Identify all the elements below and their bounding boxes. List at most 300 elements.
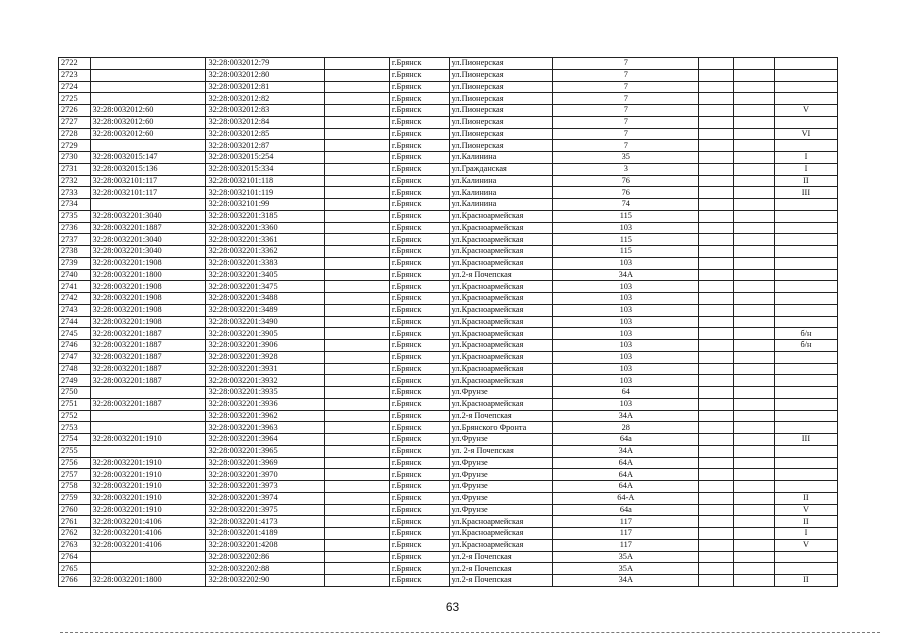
city-cell: г.Брянск bbox=[389, 152, 449, 164]
parent-cadastral-number-cell: 32:28:0032201:1910 bbox=[90, 469, 206, 481]
parent-cadastral-number-cell: 32:28:0032201:1887 bbox=[90, 363, 206, 375]
record-number-cell: 2728 bbox=[59, 128, 91, 140]
street-cell: ул. 2-я Почепская bbox=[449, 445, 553, 457]
cadastral-number-cell: 32:28:0032202:90 bbox=[206, 575, 324, 587]
blank-cell-cell bbox=[699, 116, 734, 128]
city-cell: г.Брянск bbox=[389, 504, 449, 516]
city-cell: г.Брянск bbox=[389, 516, 449, 528]
blank-cell-cell bbox=[699, 269, 734, 281]
city-cell: г.Брянск bbox=[389, 269, 449, 281]
blank-cell-cell bbox=[699, 469, 734, 481]
parent-cadastral-number-cell bbox=[90, 563, 206, 575]
record-number-cell: 2748 bbox=[59, 363, 91, 375]
street-cell: ул.Красноармейская bbox=[449, 222, 553, 234]
street-cell: ул.Красноармейская bbox=[449, 539, 553, 551]
record-number-cell: 2741 bbox=[59, 281, 91, 293]
street-cell: ул.Красноармейская bbox=[449, 246, 553, 258]
table-row bbox=[59, 246, 838, 258]
room-fraction-cell: III bbox=[774, 187, 837, 199]
blank-cell-cell bbox=[699, 175, 734, 187]
cadastral-number-cell: 32:28:0032201:3969 bbox=[206, 457, 324, 469]
house-number-cell: 103 bbox=[553, 340, 699, 352]
street-cell: ул.Гражданская bbox=[449, 163, 553, 175]
room-fraction-cell: V bbox=[774, 539, 837, 551]
blank-cell-cell bbox=[734, 140, 775, 152]
blank-cell-cell bbox=[699, 93, 734, 105]
blank-cell-cell bbox=[734, 351, 775, 363]
city-cell: г.Брянск bbox=[389, 528, 449, 540]
cadastral-number-cell: 32:28:0032201:4208 bbox=[206, 539, 324, 551]
street-cell: ул.Красноармейская bbox=[449, 281, 553, 293]
record-number-cell: 2726 bbox=[59, 105, 91, 117]
parent-cadastral-number-cell bbox=[90, 422, 206, 434]
house-number-cell: 103 bbox=[553, 281, 699, 293]
room-fraction-cell bbox=[774, 304, 837, 316]
blank-cell-cell bbox=[734, 163, 775, 175]
room-fraction-cell bbox=[774, 140, 837, 152]
blank-cell-cell bbox=[324, 128, 389, 140]
room-fraction-cell: VI bbox=[774, 128, 837, 140]
parent-cadastral-number-cell: 32:28:0032201:1908 bbox=[90, 293, 206, 305]
blank-cell-cell bbox=[699, 257, 734, 269]
city-cell: г.Брянск bbox=[389, 246, 449, 258]
table-row bbox=[59, 516, 838, 528]
cadastral-number-cell: 32:28:0032201:3383 bbox=[206, 257, 324, 269]
record-number-cell: 2753 bbox=[59, 422, 91, 434]
record-number-cell: 2732 bbox=[59, 175, 91, 187]
blank-cell-cell bbox=[699, 316, 734, 328]
room-fraction-cell: II bbox=[774, 175, 837, 187]
city-cell: г.Брянск bbox=[389, 281, 449, 293]
blank-cell-cell bbox=[324, 469, 389, 481]
blank-cell-cell bbox=[699, 528, 734, 540]
city-cell: г.Брянск bbox=[389, 210, 449, 222]
record-number-cell: 2735 bbox=[59, 210, 91, 222]
cadastral-number-cell: 32:28:0032201:3360 bbox=[206, 222, 324, 234]
blank-cell-cell bbox=[699, 222, 734, 234]
city-cell: г.Брянск bbox=[389, 105, 449, 117]
blank-cell-cell bbox=[699, 281, 734, 293]
record-number-cell: 2754 bbox=[59, 434, 91, 446]
cadastral-number-cell: 32:28:0032012:79 bbox=[206, 58, 324, 70]
street-cell: ул.Красноармейская bbox=[449, 293, 553, 305]
parent-cadastral-number-cell: 32:28:0032201:1910 bbox=[90, 457, 206, 469]
blank-cell-cell bbox=[699, 246, 734, 258]
city-cell: г.Брянск bbox=[389, 199, 449, 211]
city-cell: г.Брянск bbox=[389, 116, 449, 128]
table-row bbox=[59, 257, 838, 269]
cadastral-number-cell: 32:28:0032101:99 bbox=[206, 199, 324, 211]
city-cell: г.Брянск bbox=[389, 316, 449, 328]
cadastral-number-cell: 32:28:0032201:3905 bbox=[206, 328, 324, 340]
house-number-cell: 117 bbox=[553, 516, 699, 528]
street-cell: ул.Пионерская bbox=[449, 105, 553, 117]
cadastral-number-cell: 32:28:0032201:3361 bbox=[206, 234, 324, 246]
table-row bbox=[59, 234, 838, 246]
blank-cell-cell bbox=[324, 234, 389, 246]
room-fraction-cell: б/н bbox=[774, 328, 837, 340]
blank-cell-cell bbox=[324, 387, 389, 399]
blank-cell-cell bbox=[734, 105, 775, 117]
parent-cadastral-number-cell: 32:28:0032201:1887 bbox=[90, 351, 206, 363]
city-cell: г.Брянск bbox=[389, 351, 449, 363]
city-cell: г.Брянск bbox=[389, 175, 449, 187]
house-number-cell: 64а bbox=[553, 504, 699, 516]
blank-cell-cell bbox=[699, 199, 734, 211]
street-cell: ул.Фрунзе bbox=[449, 504, 553, 516]
street-cell: ул.Красноармейская bbox=[449, 340, 553, 352]
blank-cell-cell bbox=[734, 316, 775, 328]
blank-cell-cell bbox=[324, 363, 389, 375]
table-row bbox=[59, 551, 838, 563]
table-row bbox=[59, 163, 838, 175]
blank-cell-cell bbox=[699, 445, 734, 457]
parent-cadastral-number-cell: 32:28:0032201:1887 bbox=[90, 340, 206, 352]
blank-cell-cell bbox=[324, 422, 389, 434]
record-number-cell: 2759 bbox=[59, 492, 91, 504]
parent-cadastral-number-cell: 32:28:0032201:1910 bbox=[90, 481, 206, 493]
table-row bbox=[59, 222, 838, 234]
street-cell: ул.Красноармейская bbox=[449, 516, 553, 528]
city-cell: г.Брянск bbox=[389, 410, 449, 422]
blank-cell-cell bbox=[734, 246, 775, 258]
street-cell: ул.Красноармейская bbox=[449, 351, 553, 363]
parent-cadastral-number-cell: 32:28:0032201:1800 bbox=[90, 575, 206, 587]
blank-cell-cell bbox=[324, 516, 389, 528]
blank-cell-cell bbox=[324, 316, 389, 328]
city-cell: г.Брянск bbox=[389, 551, 449, 563]
house-number-cell: 115 bbox=[553, 234, 699, 246]
blank-cell-cell bbox=[734, 199, 775, 211]
house-number-cell: 7 bbox=[553, 128, 699, 140]
room-fraction-cell bbox=[774, 58, 837, 70]
table-row bbox=[59, 539, 838, 551]
street-cell: ул.Красноармейская bbox=[449, 210, 553, 222]
parent-cadastral-number-cell: 32:28:0032201:1908 bbox=[90, 257, 206, 269]
table-row bbox=[59, 492, 838, 504]
blank-cell-cell bbox=[734, 575, 775, 587]
blank-cell-cell bbox=[734, 504, 775, 516]
table-row bbox=[59, 504, 838, 516]
parent-cadastral-number-cell: 32:28:0032201:3040 bbox=[90, 234, 206, 246]
parent-cadastral-number-cell: 32:28:0032201:3040 bbox=[90, 210, 206, 222]
blank-cell-cell bbox=[699, 128, 734, 140]
blank-cell-cell bbox=[734, 481, 775, 493]
cadastral-number-cell: 32:28:0032202:88 bbox=[206, 563, 324, 575]
house-number-cell: 103 bbox=[553, 257, 699, 269]
house-number-cell: 64-А bbox=[553, 492, 699, 504]
record-number-cell: 2725 bbox=[59, 93, 91, 105]
parent-cadastral-number-cell bbox=[90, 199, 206, 211]
cadastral-number-cell: 32:28:0032201:3405 bbox=[206, 269, 324, 281]
city-cell: г.Брянск bbox=[389, 93, 449, 105]
registry-table-body bbox=[59, 58, 838, 587]
street-cell: ул.Фрунзе bbox=[449, 481, 553, 493]
record-number-cell: 2729 bbox=[59, 140, 91, 152]
cadastral-number-cell: 32:28:0032015:254 bbox=[206, 152, 324, 164]
blank-cell-cell bbox=[324, 58, 389, 70]
room-fraction-cell bbox=[774, 351, 837, 363]
city-cell: г.Брянск bbox=[389, 257, 449, 269]
blank-cell-cell bbox=[699, 152, 734, 164]
table-row bbox=[59, 445, 838, 457]
blank-cell-cell bbox=[734, 175, 775, 187]
room-fraction-cell bbox=[774, 199, 837, 211]
blank-cell-cell bbox=[734, 340, 775, 352]
blank-cell-cell bbox=[734, 539, 775, 551]
house-number-cell: 64А bbox=[553, 481, 699, 493]
city-cell: г.Брянск bbox=[389, 422, 449, 434]
blank-cell-cell bbox=[699, 234, 734, 246]
street-cell: ул.Красноармейская bbox=[449, 304, 553, 316]
blank-cell-cell bbox=[324, 116, 389, 128]
record-number-cell: 2745 bbox=[59, 328, 91, 340]
street-cell: ул.Фрунзе bbox=[449, 434, 553, 446]
cadastral-number-cell: 32:28:0032201:3185 bbox=[206, 210, 324, 222]
parent-cadastral-number-cell: 32:28:0032201:1910 bbox=[90, 492, 206, 504]
parent-cadastral-number-cell: 32:28:0032015:147 bbox=[90, 152, 206, 164]
blank-cell-cell bbox=[699, 539, 734, 551]
street-cell: ул.Фрунзе bbox=[449, 492, 553, 504]
table-row bbox=[59, 293, 838, 305]
city-cell: г.Брянск bbox=[389, 293, 449, 305]
parent-cadastral-number-cell: 32:28:0032012:60 bbox=[90, 105, 206, 117]
street-cell: ул.Красноармейская bbox=[449, 234, 553, 246]
blank-cell-cell bbox=[324, 575, 389, 587]
record-number-cell: 2755 bbox=[59, 445, 91, 457]
blank-cell-cell bbox=[324, 140, 389, 152]
parent-cadastral-number-cell: 32:28:0032101:117 bbox=[90, 175, 206, 187]
blank-cell-cell bbox=[734, 58, 775, 70]
table-row bbox=[59, 140, 838, 152]
city-cell: г.Брянск bbox=[389, 304, 449, 316]
blank-cell-cell bbox=[699, 81, 734, 93]
blank-cell-cell bbox=[699, 105, 734, 117]
blank-cell-cell bbox=[699, 563, 734, 575]
cadastral-number-cell: 32:28:0032012:83 bbox=[206, 105, 324, 117]
parent-cadastral-number-cell bbox=[90, 551, 206, 563]
blank-cell-cell bbox=[324, 187, 389, 199]
cadastral-number-cell: 32:28:0032201:3936 bbox=[206, 398, 324, 410]
registry-table bbox=[58, 57, 838, 587]
city-cell: г.Брянск bbox=[389, 445, 449, 457]
house-number-cell: 7 bbox=[553, 105, 699, 117]
street-cell: ул.Пионерская bbox=[449, 140, 553, 152]
table-row bbox=[59, 375, 838, 387]
house-number-cell: 35А bbox=[553, 563, 699, 575]
parent-cadastral-number-cell: 32:28:0032101:117 bbox=[90, 187, 206, 199]
house-number-cell: 117 bbox=[553, 539, 699, 551]
blank-cell-cell bbox=[324, 434, 389, 446]
room-fraction-cell: б/н bbox=[774, 340, 837, 352]
blank-cell-cell bbox=[734, 222, 775, 234]
house-number-cell: 115 bbox=[553, 210, 699, 222]
parent-cadastral-number-cell: 32:28:0032201:1887 bbox=[90, 328, 206, 340]
record-number-cell: 2746 bbox=[59, 340, 91, 352]
street-cell: ул.Красноармейская bbox=[449, 398, 553, 410]
blank-cell-cell bbox=[324, 304, 389, 316]
blank-cell-cell bbox=[699, 210, 734, 222]
blank-cell-cell bbox=[734, 116, 775, 128]
city-cell: г.Брянск bbox=[389, 469, 449, 481]
blank-cell-cell bbox=[324, 563, 389, 575]
blank-cell-cell bbox=[324, 293, 389, 305]
blank-cell-cell bbox=[324, 398, 389, 410]
room-fraction-cell bbox=[774, 234, 837, 246]
table-row bbox=[59, 175, 838, 187]
blank-cell-cell bbox=[324, 340, 389, 352]
room-fraction-cell bbox=[774, 457, 837, 469]
room-fraction-cell bbox=[774, 563, 837, 575]
table-row bbox=[59, 128, 838, 140]
city-cell: г.Брянск bbox=[389, 328, 449, 340]
record-number-cell: 2734 bbox=[59, 199, 91, 211]
house-number-cell: 103 bbox=[553, 398, 699, 410]
house-number-cell: 35 bbox=[553, 152, 699, 164]
room-fraction-cell bbox=[774, 387, 837, 399]
record-number-cell: 2740 bbox=[59, 269, 91, 281]
house-number-cell: 7 bbox=[553, 116, 699, 128]
room-fraction-cell: V bbox=[774, 105, 837, 117]
table-row bbox=[59, 351, 838, 363]
parent-cadastral-number-cell bbox=[90, 81, 206, 93]
table-row bbox=[59, 410, 838, 422]
house-number-cell: 7 bbox=[553, 58, 699, 70]
house-number-cell: 115 bbox=[553, 246, 699, 258]
record-number-cell: 2743 bbox=[59, 304, 91, 316]
street-cell: ул.Красноармейская bbox=[449, 257, 553, 269]
street-cell: ул.Пионерская bbox=[449, 128, 553, 140]
blank-cell-cell bbox=[734, 93, 775, 105]
table-row bbox=[59, 210, 838, 222]
city-cell: г.Брянск bbox=[389, 163, 449, 175]
parent-cadastral-number-cell: 32:28:0032201:1910 bbox=[90, 504, 206, 516]
house-number-cell: 76 bbox=[553, 187, 699, 199]
record-number-cell: 2762 bbox=[59, 528, 91, 540]
table-row bbox=[59, 69, 838, 81]
table-row bbox=[59, 398, 838, 410]
room-fraction-cell bbox=[774, 551, 837, 563]
room-fraction-cell: II bbox=[774, 492, 837, 504]
city-cell: г.Брянск bbox=[389, 575, 449, 587]
blank-cell-cell bbox=[324, 281, 389, 293]
blank-cell-cell bbox=[324, 410, 389, 422]
parent-cadastral-number-cell: 32:28:0032015:136 bbox=[90, 163, 206, 175]
blank-cell-cell bbox=[699, 422, 734, 434]
room-fraction-cell: III bbox=[774, 434, 837, 446]
table-row bbox=[59, 469, 838, 481]
parent-cadastral-number-cell bbox=[90, 387, 206, 399]
blank-cell-cell bbox=[699, 304, 734, 316]
cadastral-number-cell: 32:28:0032201:3964 bbox=[206, 434, 324, 446]
house-number-cell: 64а bbox=[553, 434, 699, 446]
table-row bbox=[59, 363, 838, 375]
city-cell: г.Брянск bbox=[389, 128, 449, 140]
blank-cell-cell bbox=[324, 269, 389, 281]
cadastral-number-cell: 32:28:0032201:3488 bbox=[206, 293, 324, 305]
blank-cell-cell bbox=[324, 81, 389, 93]
house-number-cell: 103 bbox=[553, 375, 699, 387]
room-fraction-cell bbox=[774, 316, 837, 328]
city-cell: г.Брянск bbox=[389, 69, 449, 81]
record-number-cell: 2722 bbox=[59, 58, 91, 70]
cadastral-number-cell: 32:28:0032201:3932 bbox=[206, 375, 324, 387]
record-number-cell: 2738 bbox=[59, 246, 91, 258]
parent-cadastral-number-cell: 32:28:0032201:1910 bbox=[90, 434, 206, 446]
cadastral-number-cell: 32:28:0032012:85 bbox=[206, 128, 324, 140]
parent-cadastral-number-cell: 32:28:0032201:1908 bbox=[90, 316, 206, 328]
parent-cadastral-number-cell: 32:28:0032201:1887 bbox=[90, 222, 206, 234]
room-fraction-cell bbox=[774, 81, 837, 93]
blank-cell-cell bbox=[699, 363, 734, 375]
parent-cadastral-number-cell: 32:28:0032201:1887 bbox=[90, 375, 206, 387]
room-fraction-cell: I bbox=[774, 528, 837, 540]
house-number-cell: 64 bbox=[553, 387, 699, 399]
blank-cell-cell bbox=[699, 410, 734, 422]
record-number-cell: 2742 bbox=[59, 293, 91, 305]
parent-cadastral-number-cell: 32:28:0032012:60 bbox=[90, 116, 206, 128]
record-number-cell: 2763 bbox=[59, 539, 91, 551]
blank-cell-cell bbox=[699, 575, 734, 587]
record-number-cell: 2761 bbox=[59, 516, 91, 528]
blank-cell-cell bbox=[699, 516, 734, 528]
cadastral-number-cell: 32:28:0032015:334 bbox=[206, 163, 324, 175]
house-number-cell: 35А bbox=[553, 551, 699, 563]
record-number-cell: 2765 bbox=[59, 563, 91, 575]
table-row bbox=[59, 328, 838, 340]
blank-cell-cell bbox=[699, 293, 734, 305]
cadastral-number-cell: 32:28:0032201:3963 bbox=[206, 422, 324, 434]
street-cell: ул.Пионерская bbox=[449, 69, 553, 81]
cadastral-number-cell: 32:28:0032201:3974 bbox=[206, 492, 324, 504]
blank-cell-cell bbox=[324, 351, 389, 363]
blank-cell-cell bbox=[699, 58, 734, 70]
blank-cell-cell bbox=[734, 257, 775, 269]
cadastral-number-cell: 32:28:0032201:3935 bbox=[206, 387, 324, 399]
parent-cadastral-number-cell: 32:28:0032201:4106 bbox=[90, 528, 206, 540]
cadastral-number-cell: 32:28:0032201:3489 bbox=[206, 304, 324, 316]
city-cell: г.Брянск bbox=[389, 492, 449, 504]
record-number-cell: 2751 bbox=[59, 398, 91, 410]
blank-cell-cell bbox=[324, 175, 389, 187]
blank-cell-cell bbox=[699, 492, 734, 504]
parent-cadastral-number-cell: 32:28:0032201:1908 bbox=[90, 304, 206, 316]
record-number-cell: 2750 bbox=[59, 387, 91, 399]
parent-cadastral-number-cell: 32:28:0032201:3040 bbox=[90, 246, 206, 258]
street-cell: ул.Пионерская bbox=[449, 116, 553, 128]
city-cell: г.Брянск bbox=[389, 481, 449, 493]
blank-cell-cell bbox=[734, 304, 775, 316]
table-row bbox=[59, 199, 838, 211]
blank-cell-cell bbox=[734, 81, 775, 93]
room-fraction-cell bbox=[774, 398, 837, 410]
blank-cell-cell bbox=[734, 516, 775, 528]
record-number-cell: 2749 bbox=[59, 375, 91, 387]
room-fraction-cell bbox=[774, 246, 837, 258]
cadastral-number-cell: 32:28:0032201:3362 bbox=[206, 246, 324, 258]
street-cell: ул.Калинина bbox=[449, 152, 553, 164]
blank-cell-cell bbox=[324, 93, 389, 105]
blank-cell-cell bbox=[734, 469, 775, 481]
blank-cell-cell bbox=[699, 187, 734, 199]
city-cell: г.Брянск bbox=[389, 375, 449, 387]
city-cell: г.Брянск bbox=[389, 234, 449, 246]
house-number-cell: 74 bbox=[553, 199, 699, 211]
record-number-cell: 2752 bbox=[59, 410, 91, 422]
cadastral-number-cell: 32:28:0032201:3475 bbox=[206, 281, 324, 293]
blank-cell-cell bbox=[734, 210, 775, 222]
table-row bbox=[59, 269, 838, 281]
